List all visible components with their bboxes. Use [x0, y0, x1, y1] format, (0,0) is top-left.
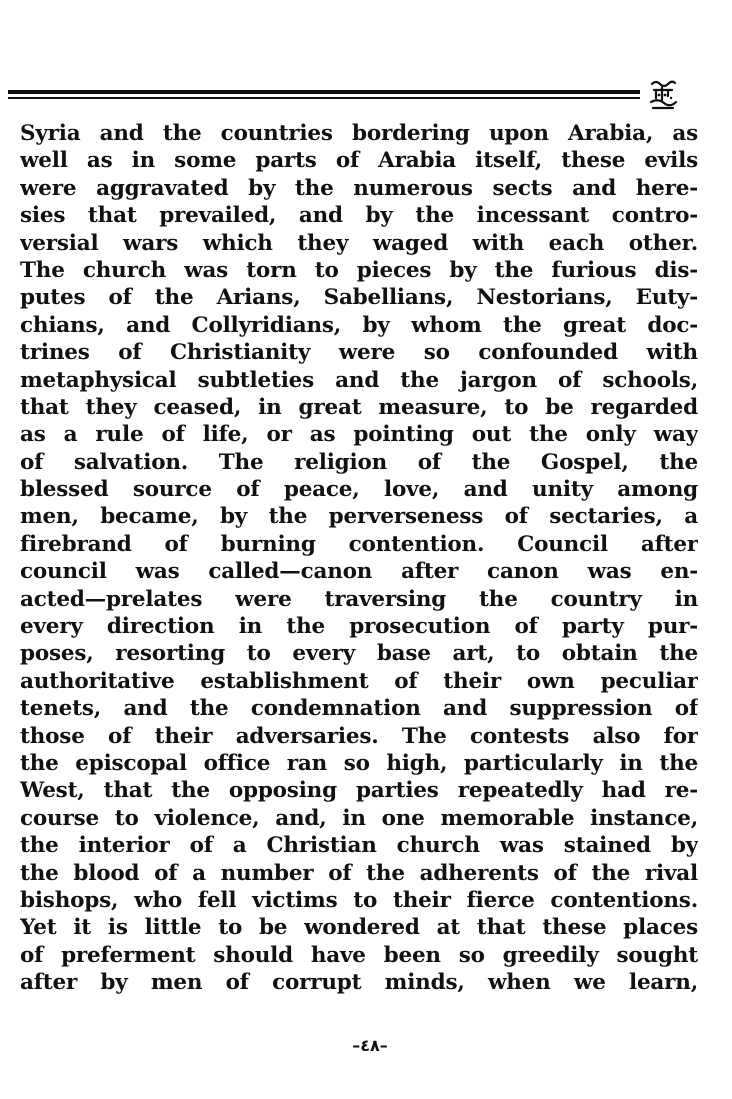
text-line: tenets, and the condemnation and suppression of [20, 696, 698, 722]
text-line: council was called—canon after canon was en- [20, 559, 698, 585]
text-line: blessed source of peace, love, and unity among [20, 477, 698, 503]
text-line: the episcopal office ran so high, particularly in the [20, 750, 698, 776]
text-line: well as in some parts of Arabia itself, these evils [20, 148, 698, 174]
text-line: bishops, who fell victims to their fierce contentions. [20, 887, 698, 913]
text-line: trines of Christianity were so confounded with [20, 340, 698, 366]
text-line: sies that prevailed, and by the incessant contro- [20, 203, 698, 229]
text-line: firebrand of burning contention. Council after [20, 531, 698, 557]
text-line: Yet it is little to be wondered at that these places [20, 915, 698, 941]
text-line: that they ceased, in great measure, to be regarded [20, 394, 698, 420]
text-line: the blood of a number of the adherents of the rival [20, 860, 698, 886]
text-line: acted—prelates were traversing the country in [20, 586, 698, 612]
text-line: as a rule of life, or as pointing out the only way [20, 422, 698, 448]
page-number: –٤٨– [352, 1036, 388, 1055]
header-rule-thick [8, 90, 640, 94]
text-line: metaphysical subtleties and the jargon of schools, [20, 367, 698, 393]
text-line: every direction in the prosecution of party pur- [20, 614, 698, 640]
text-line: authoritative establishment of their own peculiar [20, 668, 698, 694]
text-line: Syria and the countries bordering upon Arabia, as [20, 121, 698, 146]
body-text [20, 120, 698, 997]
text-line: course to violence, and, in one memorable instance, [20, 805, 698, 831]
text-line: versial wars which they waged with each other. [20, 230, 698, 256]
text-line: those of their adversaries. The contests also for [20, 723, 698, 749]
text-line: chians, and Collyridians, by whom the great doc- [20, 312, 698, 338]
text-line: putes of the Arians, Sabellians, Nestorians, Euty- [20, 285, 698, 311]
text-line: were aggravated by the numerous sects and here- [20, 175, 698, 201]
text-line: men, became, by the perverseness of sectaries, a [20, 504, 698, 530]
header-rule-thin [8, 97, 640, 99]
text-line: after by men of corrupt minds, when we learn, [20, 970, 698, 996]
text-line: of salvation. The religion of the Gospel, the [20, 449, 698, 475]
calligraphic-ornament-icon [646, 78, 680, 112]
header-rule [8, 90, 640, 100]
text-line: poses, resorting to every base art, to obtain the [20, 641, 698, 667]
text-line: of preferment should have been so greedily sought [20, 942, 698, 968]
text-line: The church was torn to pieces by the furious dis- [20, 257, 698, 283]
text-line: the interior of a Christian church was stained by [20, 833, 698, 859]
text-line: West, that the opposing parties repeatedly had re- [20, 778, 698, 804]
